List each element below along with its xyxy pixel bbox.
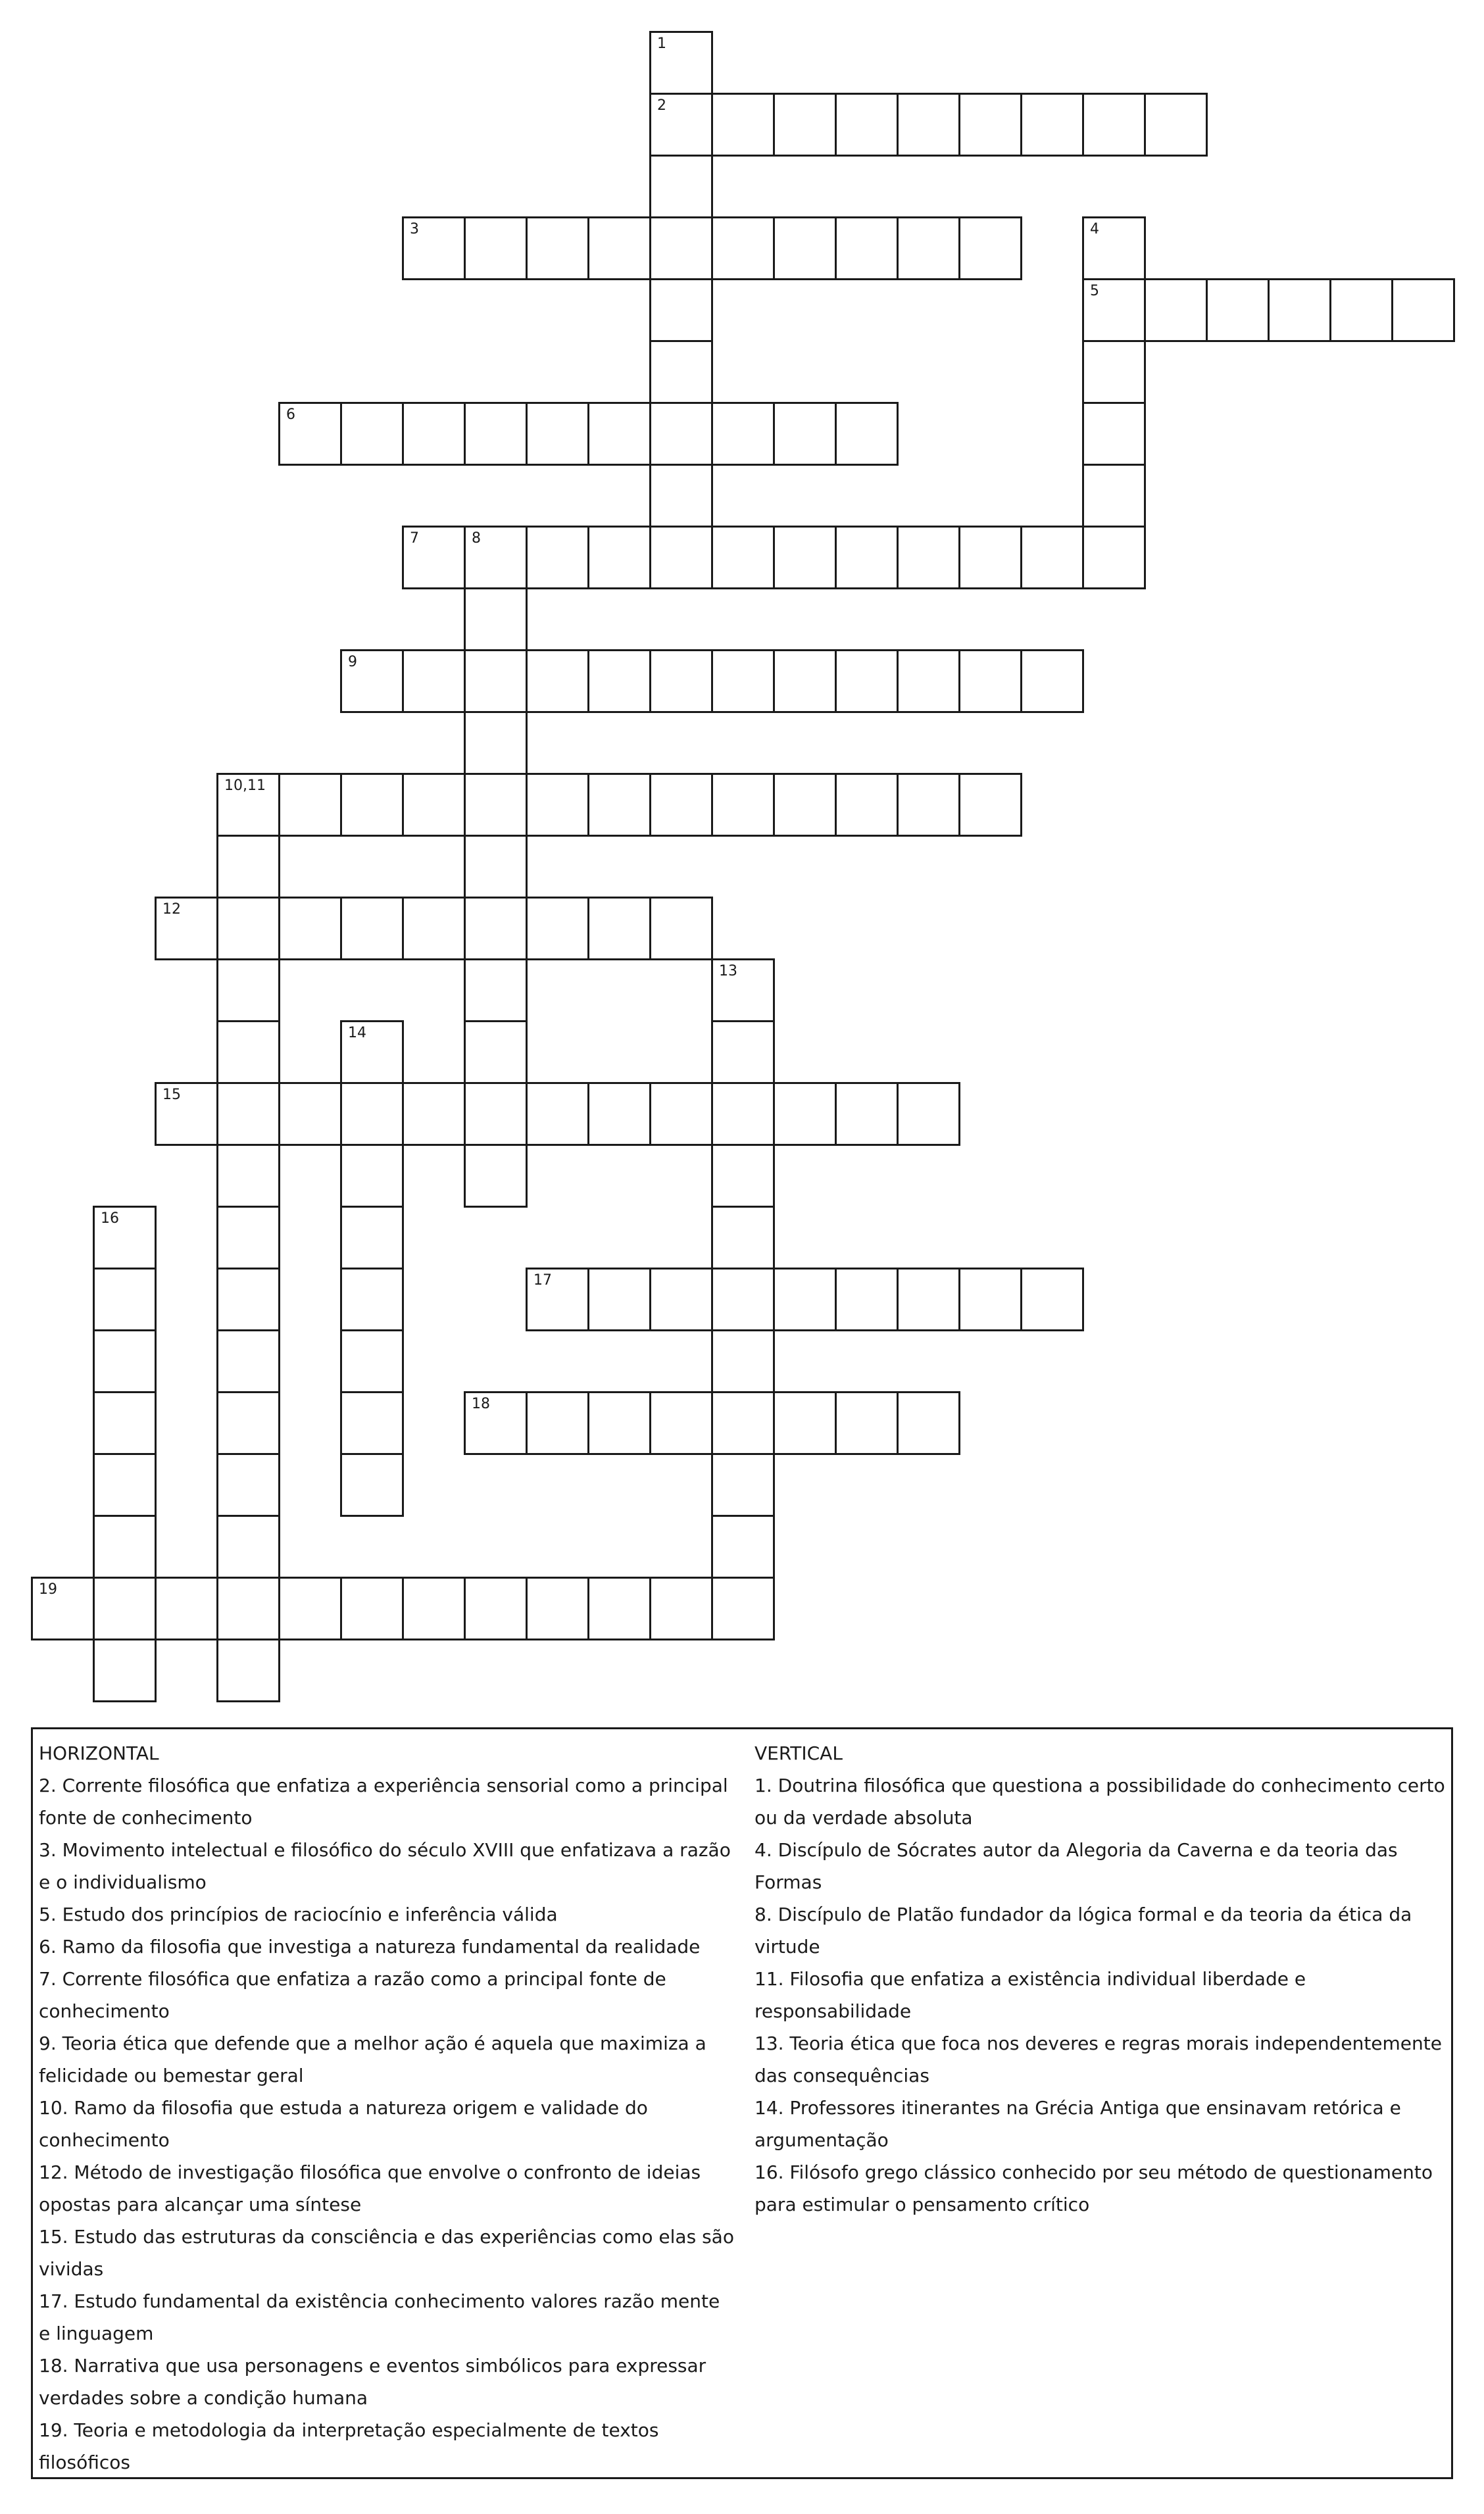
crossword-cell[interactable]: [402, 897, 466, 960]
crossword-cell[interactable]: [587, 897, 651, 960]
crossword-cell[interactable]: [340, 402, 404, 466]
crossword-cell[interactable]: [155, 897, 218, 960]
crossword-cell[interactable]: [340, 1391, 404, 1455]
clue-across-5: 5. Estudo dos princípios de raciocínio e inferência válida: [39, 1904, 558, 1925]
crossword-cell[interactable]: [93, 1577, 157, 1640]
crossword-cell[interactable]: [649, 340, 713, 404]
crossword-cell[interactable]: [526, 649, 589, 713]
crossword-cell[interactable]: [216, 1268, 280, 1331]
crossword-cell[interactable]: [773, 216, 837, 280]
crossword-cell[interactable]: [340, 1020, 404, 1084]
crossword-cell[interactable]: [649, 216, 713, 280]
crossword-cell[interactable]: [711, 1391, 775, 1455]
crossword-cell[interactable]: [649, 649, 713, 713]
horizontal-clues-column: [39, 1737, 736, 2478]
crossword-cell[interactable]: [340, 773, 404, 837]
crossword-cell[interactable]: [402, 526, 466, 589]
crossword-cell[interactable]: [464, 773, 528, 837]
crossword-cell[interactable]: [1082, 464, 1146, 528]
clue-across-12: 12. Método de investigação filosófica que envolve o confronto de ideias opostas para alcançar uma síntese: [39, 2161, 701, 2215]
crossword-cell[interactable]: [1082, 340, 1146, 404]
cell-number: 17: [533, 1272, 552, 1289]
crossword-cell[interactable]: [587, 1268, 651, 1331]
crossword-cell[interactable]: [711, 1082, 775, 1146]
crossword-cell[interactable]: [897, 1082, 960, 1146]
crossword-cell[interactable]: [1206, 278, 1270, 342]
crossword-cell[interactable]: [649, 1577, 713, 1640]
crossword-cell[interactable]: [711, 1144, 775, 1208]
crossword-cell[interactable]: [278, 1577, 342, 1640]
crossword-cell[interactable]: [1329, 278, 1393, 342]
crossword-cell[interactable]: [587, 773, 651, 837]
crossword-cell[interactable]: [835, 773, 899, 837]
clue-down-16: 16. Filósofo grego clássico conhecido por seu método de questionamento para estimular o pensamento crítico: [754, 2161, 1433, 2215]
clue-across-2: 2. Corrente filosófica que enfatiza a experiência sensorial como a principal fonte de conhecimento: [39, 1775, 728, 1829]
crossword-cell[interactable]: [526, 897, 589, 960]
crossword-cell[interactable]: [216, 1639, 280, 1702]
crossword-cell[interactable]: [711, 1268, 775, 1331]
crossword-cell[interactable]: [835, 216, 899, 280]
crossword-cell[interactable]: [216, 835, 280, 899]
crossword-cell[interactable]: [835, 402, 899, 466]
crossword-cell[interactable]: [649, 1391, 713, 1455]
crossword-cell[interactable]: [402, 216, 466, 280]
crossword-cell[interactable]: [340, 649, 404, 713]
clue-across-3: 3. Movimento intelectual e filosófico do século XVIII que enfatizava a razão e o individualismo: [39, 1839, 731, 1893]
crossword-cell[interactable]: [340, 897, 404, 960]
crossword-cell[interactable]: [216, 897, 280, 960]
clue-across-19: 19. Teoria e metodologia da interpretação especialmente de textos filosóficos: [39, 2419, 659, 2473]
crossword-cell[interactable]: [897, 93, 960, 157]
cell-number: 7: [410, 530, 419, 547]
crossword-cell[interactable]: [711, 526, 775, 589]
crossword-cell[interactable]: [897, 773, 960, 837]
crossword-cell[interactable]: [464, 835, 528, 899]
crossword-cell[interactable]: [1082, 278, 1146, 342]
crossword-cell[interactable]: [1020, 526, 1084, 589]
cell-number: 14: [348, 1025, 366, 1041]
clue-across-9: 9. Teoria ética que defende que a melhor ação é aquela que maximiza a felicidade ou bemestar geral: [39, 2033, 706, 2086]
clue-across-7: 7. Corrente filosófica que enfatiza a razão como a principal fonte de conhecimento: [39, 1968, 666, 2022]
crossword-cell[interactable]: [711, 402, 775, 466]
crossword-cell[interactable]: [216, 1515, 280, 1579]
clue-across-10: 10. Ramo da filosofia que estuda a natureza origem e validade do conhecimento: [39, 2097, 648, 2151]
crossword-cell[interactable]: [587, 1577, 651, 1640]
crossword-cell[interactable]: [773, 526, 837, 589]
clue-down-13: 13. Teoria ética que foca nos deveres e regras morais independentemente das consequências: [754, 2033, 1442, 2086]
horizontal-clues-title: HORIZONTAL: [39, 1742, 159, 1764]
crossword-cell[interactable]: [835, 649, 899, 713]
crossword-cell[interactable]: [402, 773, 466, 837]
crossword-cell[interactable]: [1082, 402, 1146, 466]
cell-number: 5: [1090, 283, 1099, 299]
crossword-cell[interactable]: [216, 773, 280, 837]
crossword-cell[interactable]: [1391, 278, 1455, 342]
crossword-cell[interactable]: [835, 1391, 899, 1455]
crossword-cell[interactable]: [526, 526, 589, 589]
clue-down-8: 8. Discípulo de Platão fundador da lógica formal e da teoria da ética da virtude: [754, 1904, 1412, 1958]
crossword-cell[interactable]: [587, 402, 651, 466]
cell-number: 6: [286, 407, 295, 423]
clue-across-17: 17. Estudo fundamental da existência conhecimento valores razão mente e linguagem: [39, 2290, 720, 2344]
crossword-cell[interactable]: [773, 93, 837, 157]
crossword-cell[interactable]: [897, 649, 960, 713]
crossword-cell[interactable]: [1020, 1268, 1084, 1331]
crossword-cell[interactable]: [464, 1020, 528, 1084]
crossword-cell[interactable]: [958, 1268, 1022, 1331]
clue-across-6: 6. Ramo da filosofia que investiga a natureza fundamental da realidade: [39, 1936, 701, 1958]
crossword-cell[interactable]: [711, 773, 775, 837]
crossword-cell[interactable]: [649, 897, 713, 960]
crossword-cell[interactable]: [216, 1206, 280, 1269]
crossword-cell[interactable]: [773, 1268, 837, 1331]
crossword-cell[interactable]: [340, 1453, 404, 1517]
crossword-cell[interactable]: [216, 1391, 280, 1455]
crossword-cell[interactable]: [649, 773, 713, 837]
crossword-cell[interactable]: [526, 773, 589, 837]
crossword-cell[interactable]: [464, 526, 528, 589]
crossword-cell[interactable]: [711, 1020, 775, 1084]
crossword-cell[interactable]: [464, 711, 528, 775]
crossword-cell[interactable]: [93, 1639, 157, 1702]
cell-number: 1: [657, 36, 666, 52]
cell-number: 18: [472, 1396, 490, 1412]
crossword-cell[interactable]: [773, 402, 837, 466]
crossword-cell[interactable]: [1020, 93, 1084, 157]
crossword-cell[interactable]: [773, 1391, 837, 1455]
crossword-cell[interactable]: [93, 1453, 157, 1517]
crossword-cell[interactable]: [1082, 93, 1146, 157]
crossword-cell[interactable]: [155, 1082, 218, 1146]
crossword-cell[interactable]: [649, 278, 713, 342]
crossword-cell[interactable]: [958, 649, 1022, 713]
crossword-cell[interactable]: [464, 1391, 528, 1455]
crossword-cell[interactable]: [464, 897, 528, 960]
vertical-clues-column: [754, 1737, 1445, 2221]
cell-number: 8: [472, 530, 481, 547]
crossword-cell[interactable]: [340, 1577, 404, 1640]
crossword-cell[interactable]: [711, 1206, 775, 1269]
crossword-cell[interactable]: [155, 1577, 218, 1640]
crossword-cell[interactable]: [1144, 93, 1208, 157]
crossword-cell[interactable]: [340, 1329, 404, 1393]
cell-number: 19: [39, 1581, 57, 1598]
crossword-cell[interactable]: [1082, 216, 1146, 280]
crossword-cell[interactable]: [773, 649, 837, 713]
crossword-cell[interactable]: [587, 1082, 651, 1146]
crossword-cell[interactable]: [216, 958, 280, 1022]
cell-number: 16: [101, 1210, 119, 1227]
crossword-cell[interactable]: [216, 1144, 280, 1208]
crossword-cell[interactable]: [711, 1577, 775, 1640]
crossword-cell[interactable]: [340, 1144, 404, 1208]
crossword-cell[interactable]: [773, 1082, 837, 1146]
crossword-cell[interactable]: [773, 773, 837, 837]
crossword-cell[interactable]: [464, 587, 528, 651]
crossword-cell[interactable]: [464, 402, 528, 466]
crossword-cell[interactable]: [649, 1082, 713, 1146]
crossword-cell[interactable]: [649, 155, 713, 218]
crossword-cell[interactable]: [278, 402, 342, 466]
clue-down-1: 1. Doutrina filosófica que questiona a possibilidade do conhecimento certo ou da verdade absoluta: [754, 1775, 1445, 1829]
crossword-cell[interactable]: [93, 1268, 157, 1331]
crossword-cell[interactable]: [835, 1082, 899, 1146]
crossword-cell[interactable]: [587, 1391, 651, 1455]
clue-down-4: 4. Discípulo de Sócrates autor da Alegoria da Caverna e da teoria das Formas: [754, 1839, 1398, 1893]
crossword-cell[interactable]: [216, 1020, 280, 1084]
crossword-cell[interactable]: [897, 1391, 960, 1455]
crossword-cell[interactable]: [649, 1268, 713, 1331]
crossword-cell[interactable]: [711, 649, 775, 713]
crossword-cell[interactable]: [1144, 278, 1208, 342]
crossword-cell[interactable]: [958, 93, 1022, 157]
crossword-cell[interactable]: [340, 1206, 404, 1269]
cell-number: 10,11: [224, 777, 266, 794]
crossword-cell[interactable]: [402, 649, 466, 713]
crossword-cell[interactable]: [216, 1329, 280, 1393]
crossword-cell[interactable]: [897, 526, 960, 589]
crossword-cell[interactable]: [711, 1515, 775, 1579]
crossword-cell[interactable]: [464, 649, 528, 713]
crossword-cell[interactable]: [93, 1206, 157, 1269]
crossword-cell[interactable]: [526, 1391, 589, 1455]
clue-across-15: 15. Estudo das estruturas da consciência e das experiências como elas são vividas: [39, 2226, 734, 2280]
crossword-cell[interactable]: [958, 216, 1022, 280]
crossword-cell[interactable]: [649, 526, 713, 589]
cell-number: 15: [162, 1087, 181, 1103]
crossword-cell[interactable]: [649, 31, 713, 95]
crossword-cell[interactable]: [1020, 649, 1084, 713]
crossword-cell[interactable]: [958, 773, 1022, 837]
crossword-cell[interactable]: [526, 1577, 589, 1640]
cell-number: 3: [410, 221, 419, 237]
crossword-cell[interactable]: [278, 1082, 342, 1146]
crossword-cell[interactable]: [402, 402, 466, 466]
crossword-cell[interactable]: [711, 1453, 775, 1517]
crossword-cell[interactable]: [835, 526, 899, 589]
crossword-cell[interactable]: [464, 1144, 528, 1208]
crossword-cell[interactable]: [526, 216, 589, 280]
clue-down-14: 14. Professores itinerantes na Grécia Antiga que ensinavam retórica e argumentação: [754, 2097, 1401, 2151]
clue-across-18: 18. Narrativa que usa personagens e eventos simbólicos para expressar verdades sobre a condição humana: [39, 2355, 706, 2409]
crossword-cell[interactable]: [835, 93, 899, 157]
crossword-cell[interactable]: [587, 216, 651, 280]
crossword-cell[interactable]: [897, 216, 960, 280]
crossword-cell[interactable]: [402, 1577, 466, 1640]
crossword-cell[interactable]: [897, 1268, 960, 1331]
vertical-clues-title: VERTICAL: [754, 1742, 843, 1764]
crossword-cell[interactable]: [1082, 526, 1146, 589]
crossword-cell[interactable]: [958, 526, 1022, 589]
crossword-cell[interactable]: [835, 1268, 899, 1331]
crossword-cell[interactable]: [216, 1577, 280, 1640]
clue-down-11: 11. Filosofia que enfatiza a existência individual liberdade e responsabilidade: [754, 1968, 1306, 2022]
crossword-cell[interactable]: [464, 958, 528, 1022]
crossword-cell[interactable]: [711, 93, 775, 157]
crossword-cell[interactable]: [526, 402, 589, 466]
cell-number: 12: [162, 901, 181, 918]
crossword-cell[interactable]: [340, 1268, 404, 1331]
crossword-cell[interactable]: [526, 1268, 589, 1331]
crossword-cell[interactable]: [93, 1515, 157, 1579]
crossword-cell[interactable]: [464, 1082, 528, 1146]
crossword-cell[interactable]: [216, 1082, 280, 1146]
crossword-cell[interactable]: [402, 1082, 466, 1146]
crossword-cell[interactable]: [526, 1082, 589, 1146]
crossword-cell[interactable]: [340, 1082, 404, 1146]
cell-number: 4: [1090, 221, 1099, 237]
crossword-cell[interactable]: [649, 93, 713, 157]
crossword-cell[interactable]: [649, 402, 713, 466]
cell-number: 2: [657, 97, 666, 114]
crossword-cell[interactable]: [711, 1329, 775, 1393]
crossword-cell[interactable]: [711, 216, 775, 280]
crossword-cell[interactable]: [587, 649, 651, 713]
crossword-cell[interactable]: [93, 1391, 157, 1455]
crossword-cell[interactable]: [464, 216, 528, 280]
clues-panel: [31, 1727, 1453, 2479]
crossword-cell[interactable]: [464, 1577, 528, 1640]
crossword-cell[interactable]: [93, 1329, 157, 1393]
crossword-cell[interactable]: [1268, 278, 1331, 342]
crossword-cell[interactable]: [587, 526, 651, 589]
crossword-cell[interactable]: [278, 897, 342, 960]
crossword-cell[interactable]: [278, 773, 342, 837]
cell-number: 9: [348, 654, 357, 670]
crossword-cell[interactable]: [711, 958, 775, 1022]
crossword-cell[interactable]: [31, 1577, 95, 1640]
crossword-cell[interactable]: [649, 464, 713, 528]
crossword-cell[interactable]: [216, 1453, 280, 1517]
cell-number: 13: [719, 963, 737, 979]
